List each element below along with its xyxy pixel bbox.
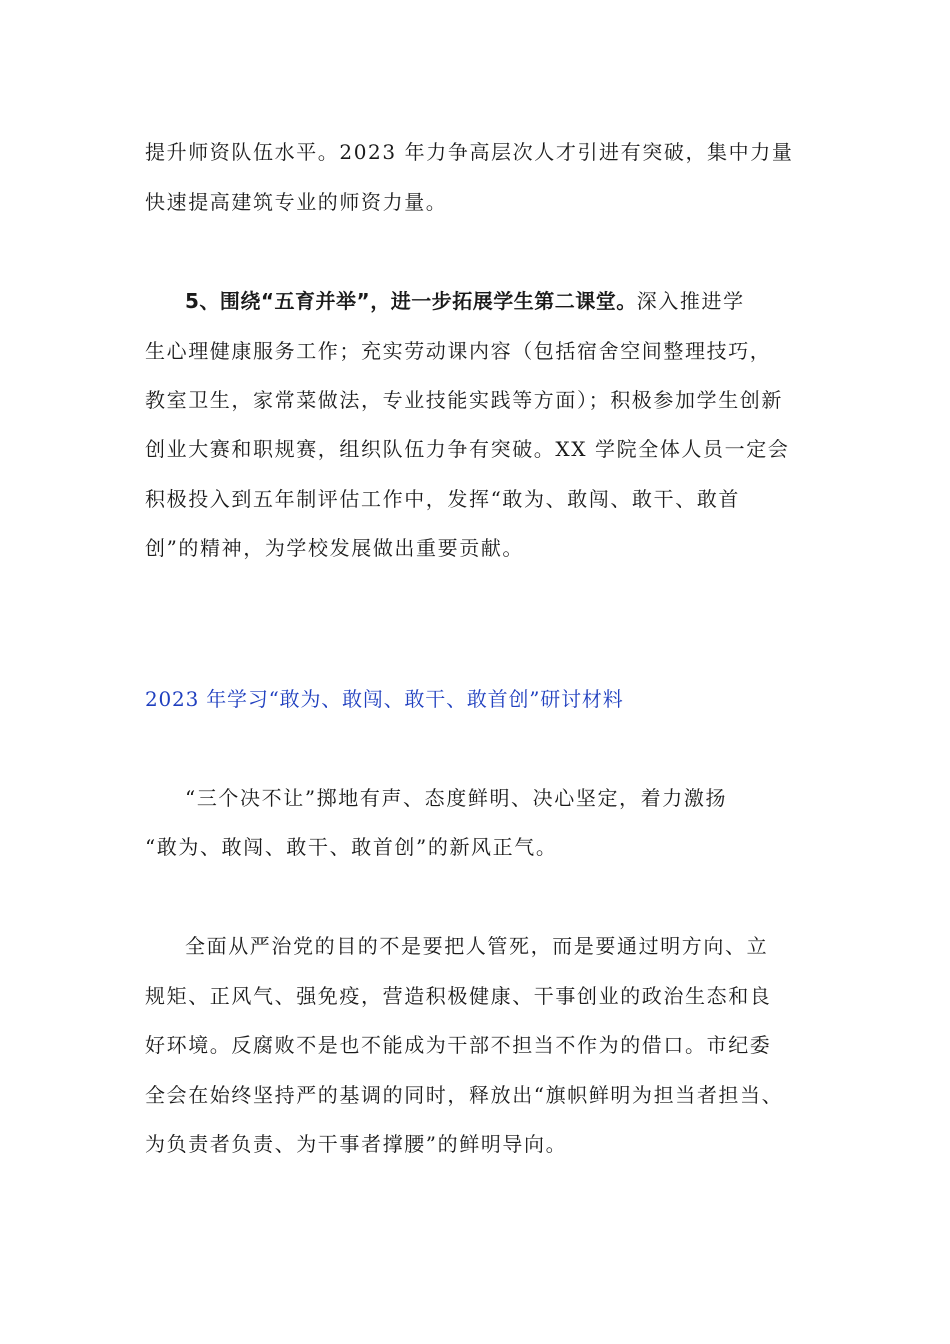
paragraph-4-line-4: 全会在始终坚持严的基调的同时，释放出“旗帜鲜明为担当者担当、 <box>145 1083 784 1107</box>
paragraph-2-line-2: 生心理健康服务工作；充实劳动课内容（包括宿舍空间整理技巧， <box>145 339 772 363</box>
paragraph-4-line-3: 好环境。反腐败不是也不能成为干部不担当不作为的借口。市纪委 <box>145 1033 772 1057</box>
paragraph-2-bold-lead: 5、围绕“五育并举”，进一步拓展学生第二课堂。 <box>185 289 637 313</box>
section-heading: 2023 年学习“敢为、敢闯、敢干、敢首创”研讨材料 <box>145 687 624 711</box>
paragraph-2-line-5: 积极投入到五年制评估工作中，发挥“敢为、敢闯、敢干、敢首 <box>145 487 741 511</box>
paragraph-3-line-2: “敢为、敢闯、敢干、敢首创”的新风正气。 <box>145 835 558 859</box>
paragraph-4-line-5: 为负责者负责、为干事者撑腰”的鲜明导向。 <box>145 1132 568 1156</box>
paragraph-2-line-4: 创业大赛和职规赛，组织队伍力争有突破。XX 学院全体人员一定会 <box>145 437 790 461</box>
paragraph-2-line-6: 创”的精神，为学校发展做出重要贡献。 <box>145 536 525 560</box>
paragraph-4-line-1: 全面从严治党的目的不是要把人管死，而是要通过明方向、立 <box>185 934 769 958</box>
paragraph-4-line-2: 规矩、正风气、强免疫，营造积极健康、干事创业的政治生态和良 <box>145 984 772 1008</box>
paragraph-2-line-3: 教室卫生，家常菜做法，专业技能实践等方面）；积极参加学生创新 <box>145 388 783 412</box>
paragraph-1-line-2: 快速提高建筑专业的师资力量。 <box>145 190 448 214</box>
paragraph-1-line-1: 提升师资队伍水平。2023 年力争高层次人才引进有突破，集中力量 <box>145 140 794 164</box>
paragraph-2-line-1-rest: 深入推进学 <box>636 289 745 313</box>
paragraph-2-line-1 <box>185 289 745 313</box>
paragraph-3-line-1: “三个决不让”掷地有声、态度鲜明、决心坚定，着力激扬 <box>185 786 728 810</box>
